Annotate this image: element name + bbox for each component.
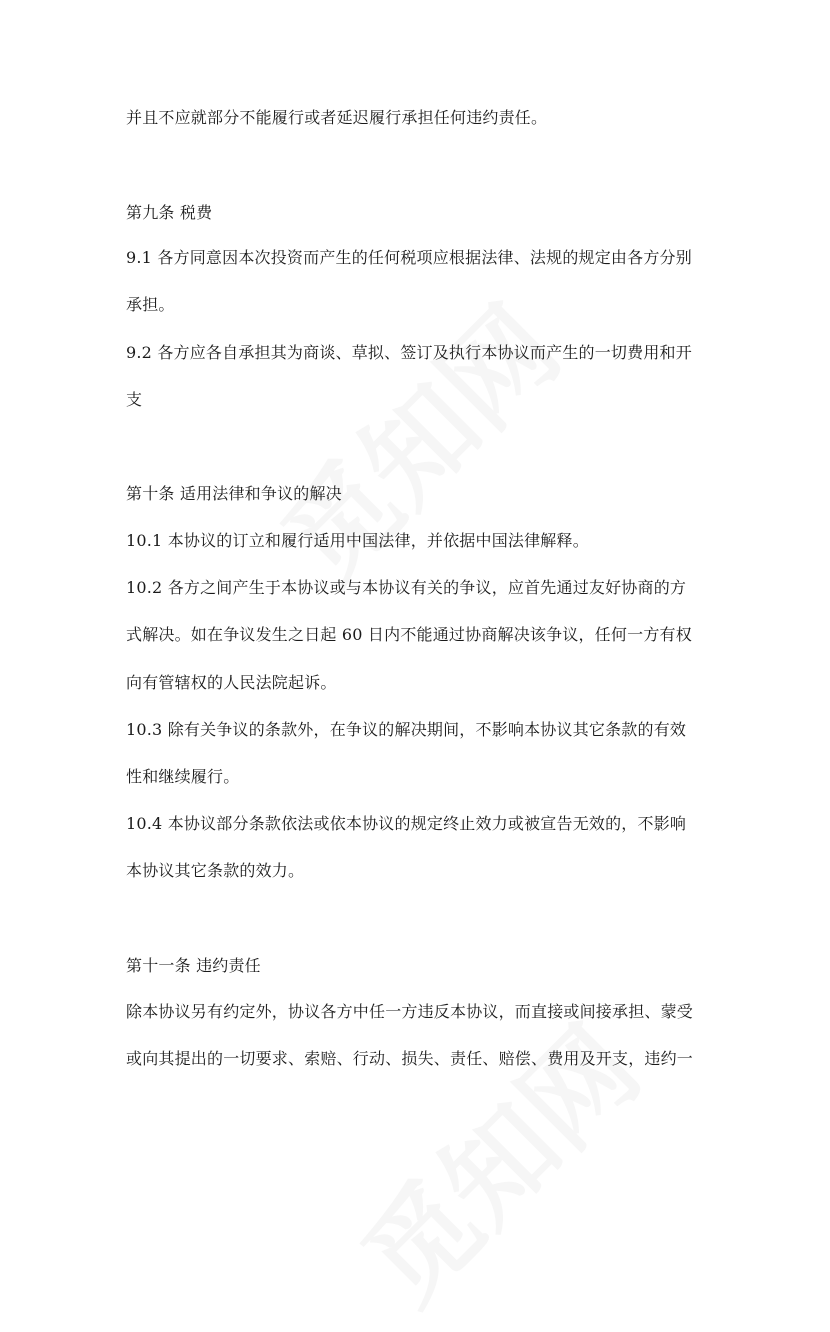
text-line: 10.4 本协议部分条款依法或依本协议的规定终止效力或被宣告无效的，不影响 <box>126 814 687 833</box>
text-line: 并且不应就部分不能履行或者延迟履行承担任何违约责任。 <box>126 108 548 127</box>
text-line: 或向其提出的一切要求、索赔、行动、损失、责任、赔偿、费用及开支，违约一 <box>126 1049 694 1068</box>
section-heading: 第九条 税费 <box>126 203 213 222</box>
text-line: 向有管辖权的人民法院起诉。 <box>126 673 337 692</box>
text-line: 式解决。如在争议发生之日起 60 日内不能通过协商解决该争议，任何一方有权 <box>126 625 692 644</box>
text-line: 9.1 各方同意因本次投资而产生的任何税项应根据法律、法规的规定由各方分别 <box>126 248 692 267</box>
text-line: 本协议其它条款的效力。 <box>126 861 305 880</box>
text-line: 承担。 <box>126 295 175 314</box>
text-line: 支 <box>126 390 143 409</box>
text-line: 10.1 本协议的订立和履行适用中国法律，并依据中国法律解释。 <box>126 531 589 550</box>
text-line: 10.2 各方之间产生于本协议或与本协议有关的争议，应首先通过友好协商的方 <box>126 578 687 597</box>
text-line: 性和继续履行。 <box>126 767 240 786</box>
watermark <box>322 986 667 1331</box>
text-line: 10.3 除有关争议的条款外，在争议的解决期间，不影响本协议其它条款的有效 <box>126 720 687 739</box>
section-heading: 第十条 适用法律和争议的解决 <box>126 484 342 503</box>
section-heading: 第十一条 违约责任 <box>126 956 261 975</box>
text-line: 除本协议另有约定外，协议各方中任一方违反本协议，而直接或间接承担、蒙受 <box>126 1002 694 1021</box>
text-line: 9.2 各方应各自承担其为商谈、草拟、签订及执行本协议而产生的一切费用和开 <box>126 343 692 362</box>
watermark <box>242 266 587 611</box>
